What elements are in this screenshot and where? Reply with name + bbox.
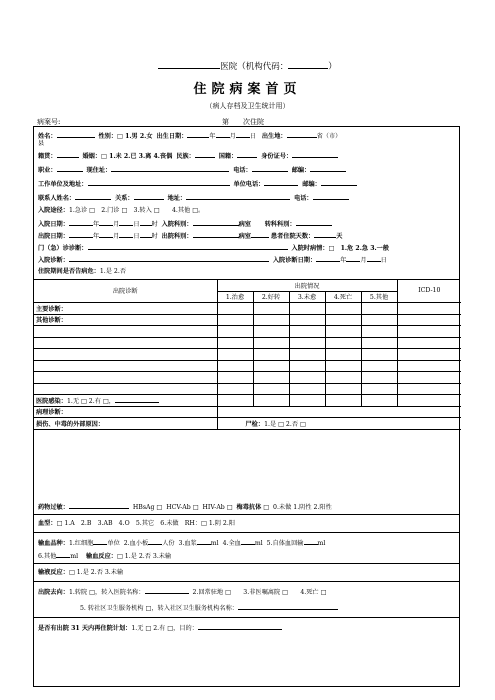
status-not-cured: 3.未愈	[289, 291, 325, 303]
case-number-label: 病案号:	[37, 118, 61, 126]
name-field[interactable]	[57, 130, 95, 138]
phone-field[interactable]	[252, 164, 288, 172]
admission-date-row: 入院日期： 年 月 日 时 入院科别： 病室 转科科别：	[38, 218, 456, 230]
unit-postcode-field[interactable]	[321, 178, 357, 186]
admission-diagnosis-field[interactable]	[69, 254, 269, 262]
occupation-field[interactable]	[57, 164, 83, 172]
contact-address-field[interactable]	[186, 192, 290, 200]
page-subtitle: （病人存档及卫生统计用）	[205, 102, 290, 110]
discharge-diagnosis-table	[34, 279, 461, 430]
transfer-dept-field[interactable]	[296, 218, 332, 226]
table-row	[34, 349, 461, 361]
discharge-date-row: 出院日期： 年 月 日 时 出院科别： 病室 患者住院天数： 天	[38, 230, 456, 242]
patient-row-2: 籍贯： 婚姻：□ 1.未 2.已 3.离 4.丧偶 民族： 国籍： 身份证号：	[38, 150, 456, 162]
drug-allergy-field[interactable]	[69, 501, 129, 509]
critical-row: 住院期间是否告病危：1.是 2.否	[38, 268, 127, 275]
admission-route-row: 入院途径：1.急诊 □ 2.门诊 □ 3.转入 □ 4.其他 □。	[38, 207, 205, 214]
postcode-field[interactable]	[310, 164, 346, 172]
readmission-row: 是否有出院 31 天内再住院计划：1.无 □ 2.有 □，目的：	[38, 622, 456, 634]
institution-code-field[interactable]	[288, 61, 328, 69]
table-row	[34, 383, 461, 395]
record-form	[33, 126, 460, 687]
transfusion-row-1: 输血品种：1.红细胞 单位 2.血小板 人份 3.血浆 ml 4.全血 ml 5.自体血回输 ml	[38, 537, 456, 549]
table-row	[34, 360, 461, 372]
contact-phone-field[interactable]	[313, 192, 349, 200]
header-icd10: ICD-10	[397, 280, 461, 303]
table-row	[34, 337, 461, 349]
birth-year-field[interactable]	[187, 130, 209, 138]
pathology-row: 病理诊断：	[34, 406, 461, 418]
stay-days-field[interactable]	[314, 230, 336, 238]
infection-row: 医院感染：1.无 □ 2.有 □，	[34, 395, 461, 407]
discharge-destination-row-2: 5. 转社区卫生服务机构 □，转入社区卫生服务机构名称：	[80, 602, 456, 614]
admission-diagnosis-row: 入院诊断： 入院诊断日期： 年 月 日	[38, 254, 456, 266]
birth-day-field[interactable]	[236, 130, 250, 138]
patient-row-3: 职业： 现住址： 电话： 邮编：	[38, 164, 456, 176]
relation-field[interactable]	[134, 192, 164, 200]
transfer-hospital-field[interactable]	[145, 586, 189, 594]
infusion-reaction-row: 输液反应：□ 1.是 2.否 3.未输	[38, 569, 124, 576]
hospital-name-field[interactable]	[158, 61, 220, 69]
clinic-diagnosis-field[interactable]	[88, 242, 288, 250]
nationality-field[interactable]	[237, 150, 257, 158]
native-place-field[interactable]	[57, 150, 79, 158]
blood-type-row: 血型：□ 1.A 2.B 3.AB 4.O 5.其它 6.未做 RH：□ 1.阴 2.阳	[38, 520, 235, 527]
header-discharge-status: 出院情况	[217, 280, 397, 292]
county-line: 县	[38, 140, 45, 147]
hospital-line: 医院（机构代码： ）	[0, 60, 495, 72]
unit-phone-field[interactable]	[264, 178, 298, 186]
patient-row-1: 姓名： 性别：□ 1.男 2.女 出生日期： 年 月 日 出生地： 省（市）	[38, 130, 456, 142]
patient-row-5: 联系人姓名： 关系： 地址： 电话：	[38, 192, 456, 204]
header-discharge-diagnosis: 出院诊断	[34, 280, 217, 303]
patient-row-4: 工作单位及地址： 单位电话： 邮编：	[38, 178, 456, 190]
birth-month-field[interactable]	[216, 130, 230, 138]
status-improved: 2.好转	[253, 291, 289, 303]
address-field[interactable]	[111, 164, 229, 172]
table-row: 主要诊断：	[34, 303, 461, 315]
discharge-dept-field[interactable]	[193, 230, 239, 238]
admission-dept-field[interactable]	[193, 218, 239, 226]
readmission-purpose-field[interactable]	[198, 622, 282, 630]
page-title: 住院病案首页	[193, 82, 302, 97]
transfusion-row-2: 6.其他 ml 输血反应：□ 1.是 2.否 3.未输	[38, 550, 456, 562]
birthplace-field[interactable]	[287, 130, 317, 138]
table-row	[34, 372, 461, 384]
id-number-field[interactable]	[292, 150, 338, 158]
discharge-destination-row-1: 出院去向：1.转院 □，转入医院名称： 2.回常驻地 □ 3.非医嘱离院 □ 4.死亡 □	[38, 586, 456, 598]
community-facility-field[interactable]	[238, 602, 338, 610]
ethnicity-field[interactable]	[195, 150, 215, 158]
injury-row: 损伤、中毒的外部原因： 尸检：1.是 □ 2.否 □	[34, 418, 461, 430]
table-row	[34, 326, 461, 338]
contact-name-field[interactable]	[75, 192, 111, 200]
status-died: 4.死亡	[325, 291, 361, 303]
allergy-row: 药物过敏： HBsAg □ HCV-Ab □ HIV-Ab □ 梅毒抗体 □ 0.未做 1.阴性 2.阳性	[38, 501, 456, 513]
work-unit-field[interactable]	[88, 178, 230, 186]
status-other: 5.其他	[361, 291, 397, 303]
status-cured: 1.治愈	[217, 291, 253, 303]
admission-times-label: 第 次住院	[222, 118, 264, 126]
clinic-diagnosis-row: 门（急）诊诊断： 入院时病情：□ 1.危 2.急 3.一般	[38, 242, 456, 254]
table-row: 其他诊断：	[34, 314, 461, 326]
